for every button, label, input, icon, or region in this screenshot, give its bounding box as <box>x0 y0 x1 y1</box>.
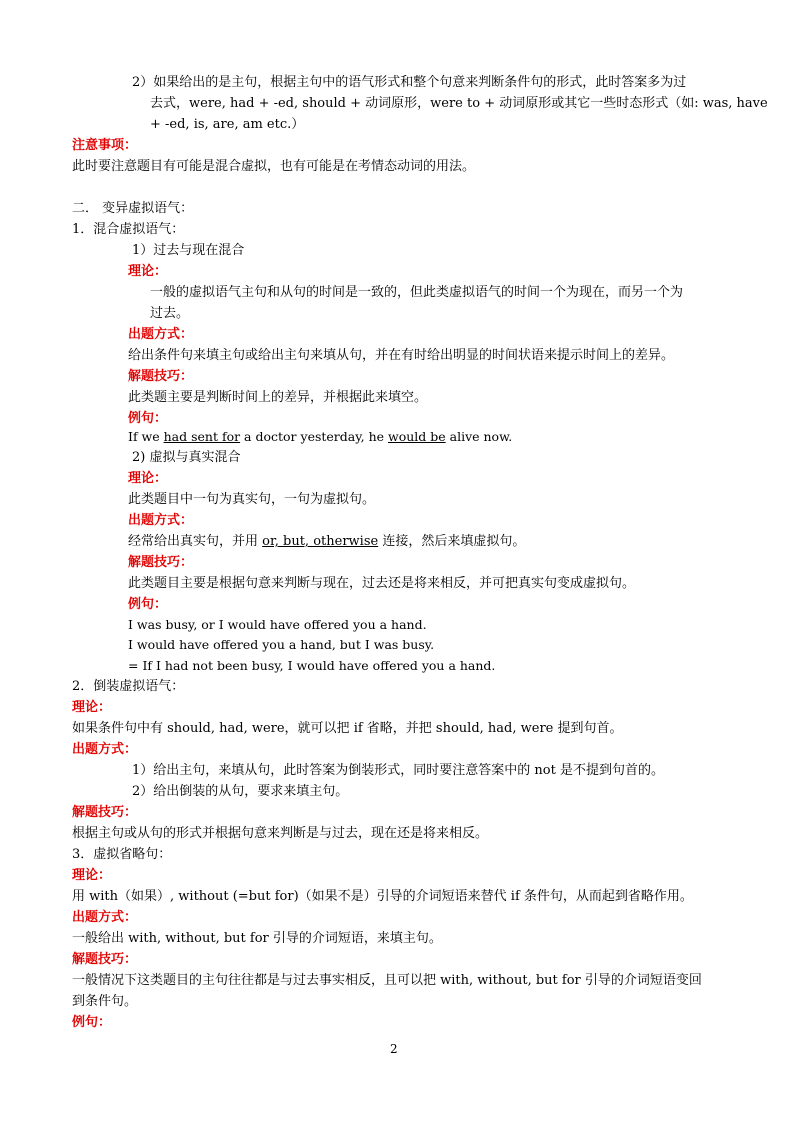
label-example: 例句： <box>72 1015 112 1030</box>
text-line: 一般的虚拟语气主句和从句的时间是一致的，但此类虚拟语气的时间一个为现在，而另一个为 <box>150 285 684 300</box>
text-line <box>128 533 525 551</box>
label-solving-tips: 解题技巧： <box>72 952 138 967</box>
text-line: 此时要注意题目有可能是混合虚拟，也有可能是在考情态动词的用法。 <box>72 159 476 174</box>
example-sentence: I would have offered you a hand, but I was busy. <box>128 637 435 652</box>
text-line: 根据主句或从句的形式并根据句意来判断是与过去，现在还是将来相反。 <box>72 826 489 841</box>
text-line: 过去。 <box>150 306 190 321</box>
text-segment: If we <box>128 429 164 444</box>
text-line: 给出条件句来填主句或给出主句来填从句，并在有时给出明显的时间状语来提示时间上的差异。 <box>128 348 675 363</box>
underlined-phrase: had sent for <box>163 429 241 444</box>
label-solving-tips: 解题技巧： <box>128 369 194 384</box>
label-theory: 理论： <box>128 471 168 486</box>
text-segment: 经常给出真实句，并用 <box>128 534 263 549</box>
label-solving-tips: 解题技巧： <box>128 555 194 570</box>
section-heading: 1．混合虚拟语气： <box>72 222 185 237</box>
text-line: 此类题目主要是根据句意来判断与现在，过去还是将来相反，并可把真实句变成虚拟句。 <box>128 576 636 591</box>
label-theory: 理论： <box>128 264 168 279</box>
example-sentence: I was busy, or I would have offered you a hand. <box>128 617 427 632</box>
underlined-phrase: would be <box>388 429 446 444</box>
text-line: + -ed, is, are, am etc.） <box>150 117 305 132</box>
label-solving-tips: 解题技巧： <box>72 805 138 820</box>
text-line: 此类题目中一句为真实句，一句为虚拟句。 <box>128 492 376 507</box>
example-sentence: = If I had not been busy, I would have offered you a hand. <box>128 658 496 673</box>
underlined-phrase: or, but, otherwise <box>262 534 379 549</box>
label-question-type: 出题方式： <box>72 742 138 757</box>
text-line: 2）给出倒装的从句，要求来填主句。 <box>132 784 349 799</box>
text-line: 一般情况下这类题目的主句往往都是与过去事实相反，且可以把 with, without, but for 引导的介词短语变回 <box>72 973 702 988</box>
label-example: 例句： <box>128 411 168 426</box>
label-question-type: 出题方式： <box>128 327 194 342</box>
text-line: 到条件句。 <box>72 994 138 1009</box>
text-line: 2）如果给出的是主句，根据主句中的语气形式和整个句意来判断条件句的形式，此时答案多为过 <box>132 75 687 90</box>
text-segment: alive now. <box>445 429 513 444</box>
text-segment: 连接，然后来填虚拟句。 <box>378 534 526 549</box>
section-heading-notes: 注意事项： <box>72 138 138 153</box>
text-line: 去式，were, had + -ed, should + 动词原形，were to + 动词原形或其它一些时态形式（如: was, have <box>150 96 768 111</box>
chapter-heading: 二． 变异虚拟语气： <box>72 201 194 216</box>
section-heading: 3．虚拟省略句： <box>72 847 172 862</box>
text-line: 1）给出主句，来填从句，此时答案为倒装形式，同时要注意答案中的 not 是不提到句首的。 <box>132 763 664 778</box>
text-line: 用 with（如果）, without (=but for)（如果不是）引导的介词短语来替代 if 条件句，从而起到省略作用。 <box>72 889 693 904</box>
text-line: 此类题主要是判断时间上的差异，并根据此来填空。 <box>128 390 428 405</box>
page-number: 2 <box>390 1042 398 1056</box>
subsection-heading: 1）过去与现在混合 <box>132 243 245 258</box>
section-heading: 2．倒装虚拟语气： <box>72 679 185 694</box>
text-segment: a doctor yesterday, he <box>240 429 388 444</box>
text-line: 如果条件句中有 should, had, were，就可以把 if 省略，并把 should, had, were 提到句首。 <box>72 721 623 736</box>
subsection-heading: 2) 虚拟与真实混合 <box>132 450 241 465</box>
label-example: 例句： <box>128 597 168 612</box>
label-question-type: 出题方式： <box>72 910 138 925</box>
label-theory: 理论： <box>72 700 112 715</box>
label-question-type: 出题方式： <box>128 513 194 528</box>
text-line: 一般给出 with, without, but for 引导的介词短语，来填主句。 <box>72 931 442 946</box>
label-theory: 理论： <box>72 868 112 883</box>
example-sentence <box>128 428 512 446</box>
